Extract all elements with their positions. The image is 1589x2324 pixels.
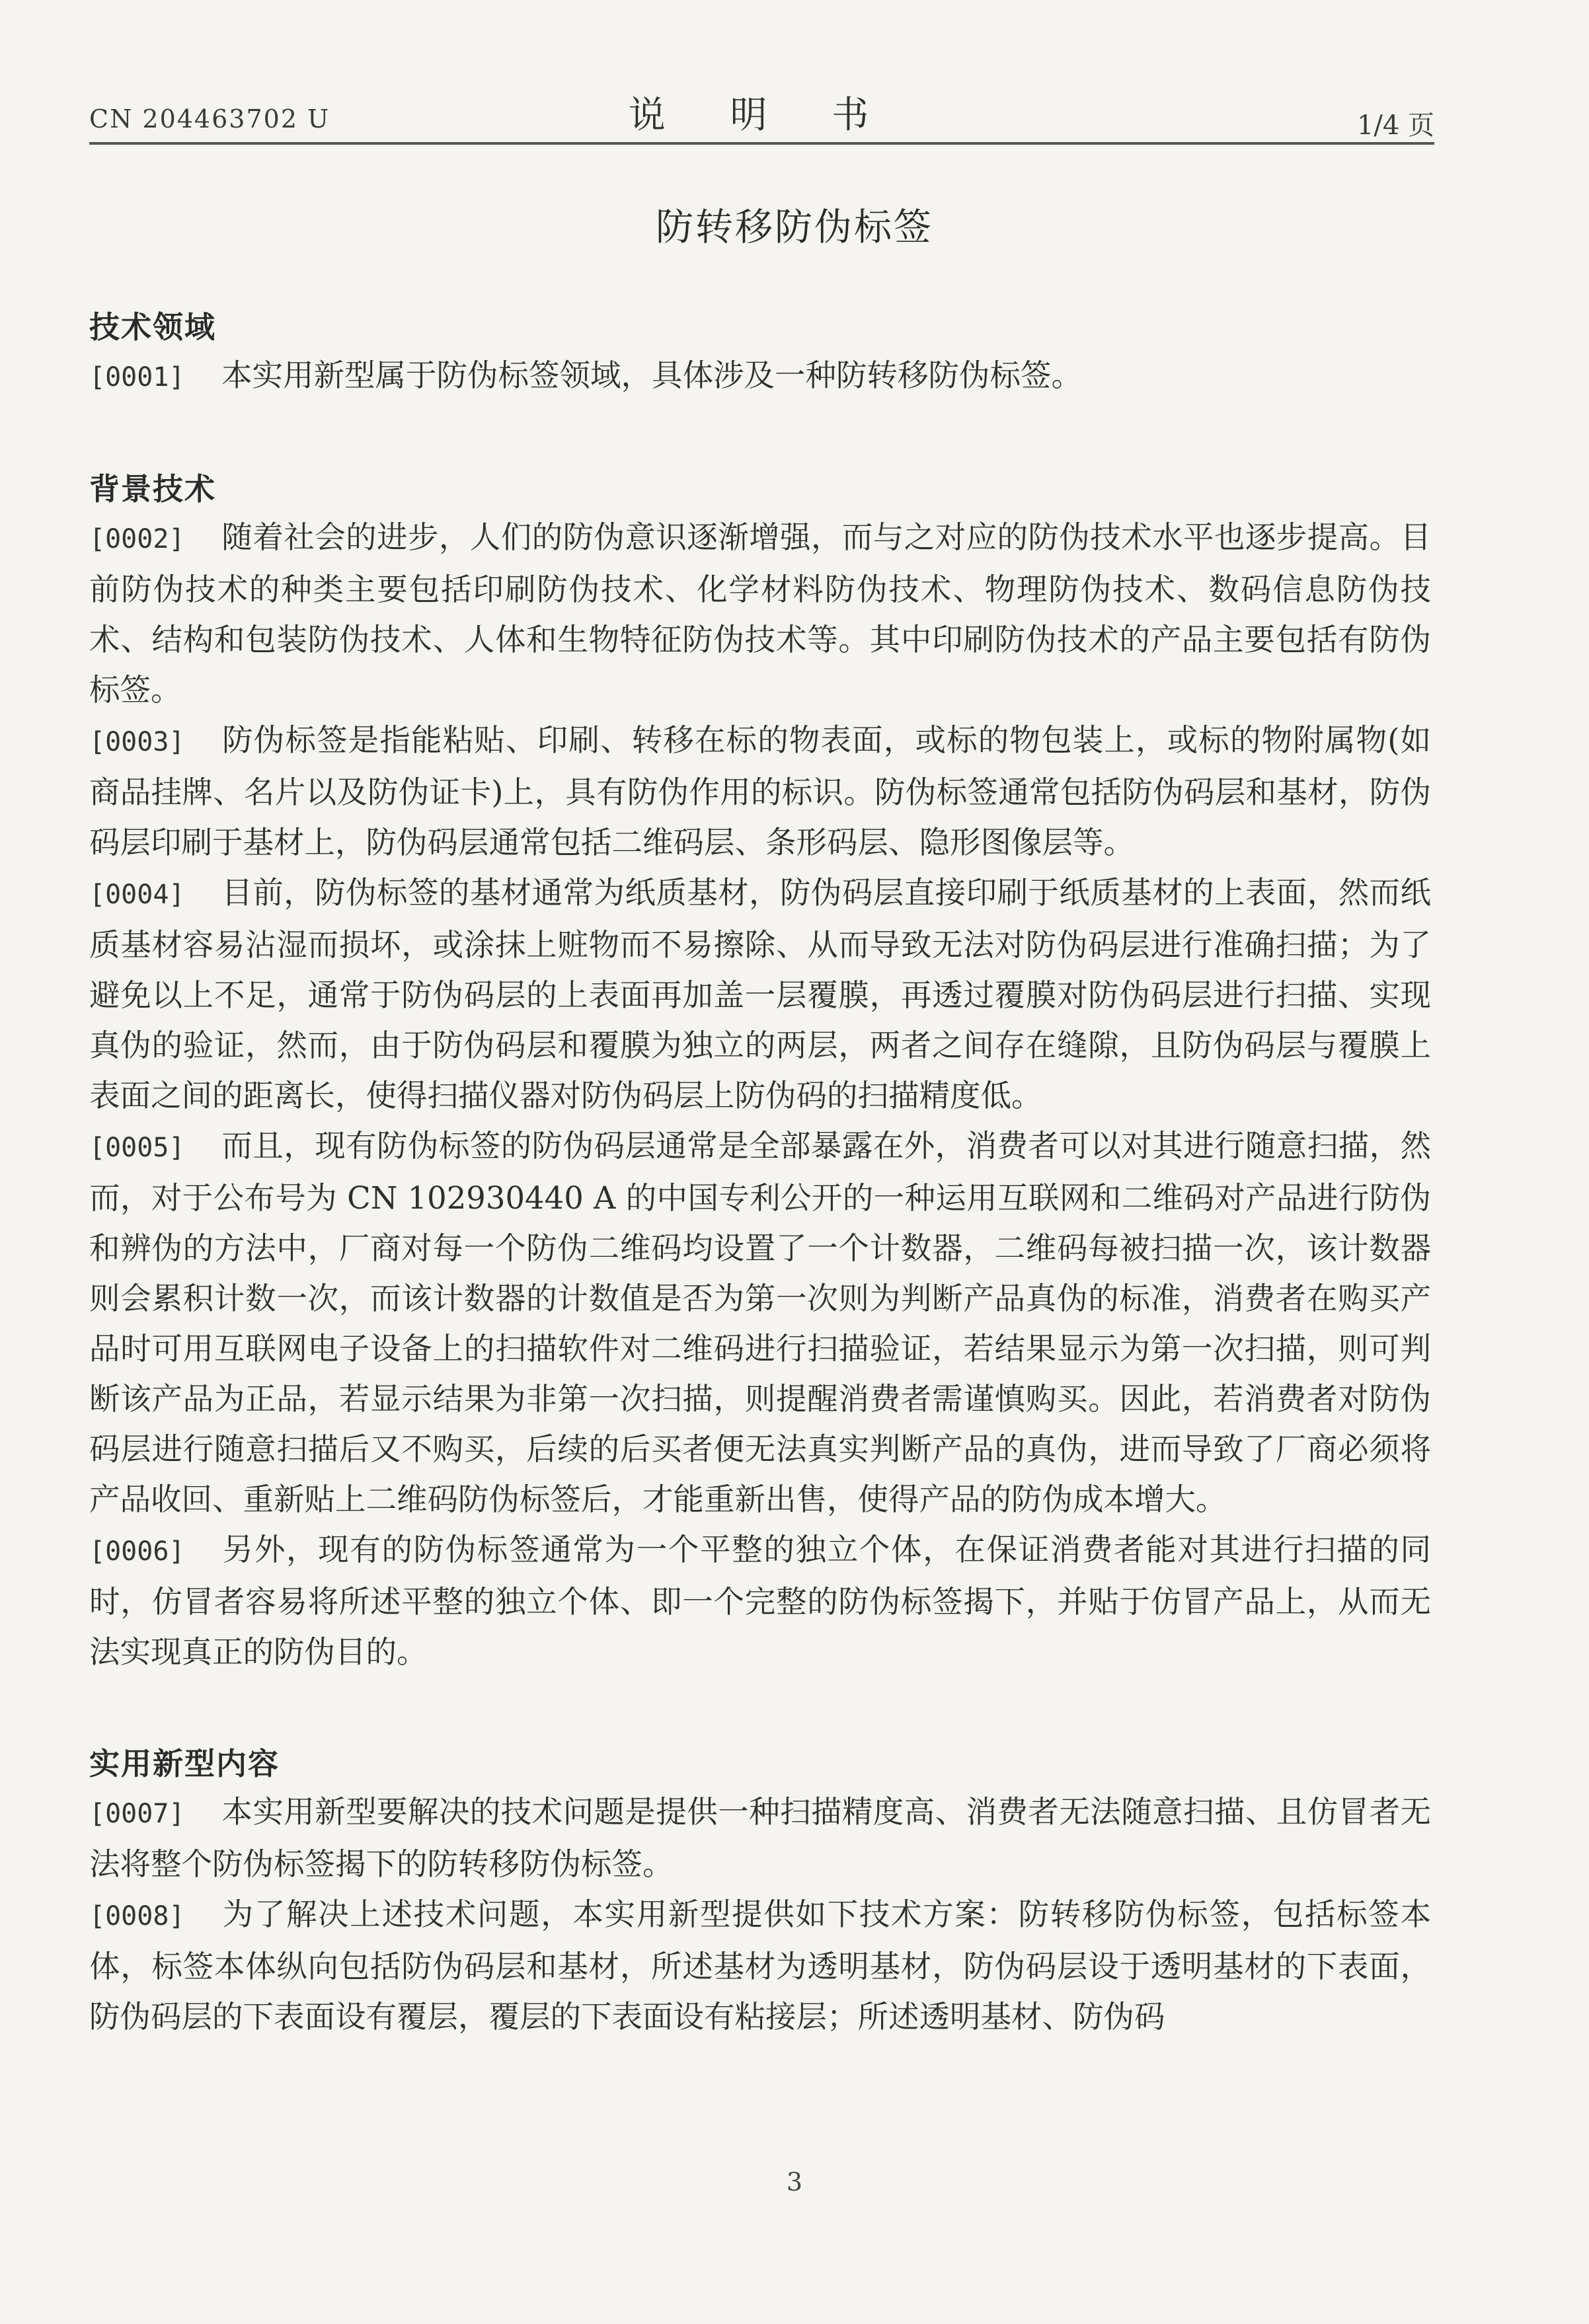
section-spacer	[89, 402, 1431, 466]
paragraph-text: 另外，现有的防伪标签通常为一个平整的独立个体，在保证消费者能对其进行扫描的同时，仿冒者容易将所述平整的独立个体、即一个完整的防伪标签揭下，并贴于仿冒产品上，从而无法实现真正的防伪目的。	[89, 1532, 1431, 1670]
document-body	[89, 304, 1431, 2042]
paragraph-text: 本实用新型要解决的技术问题是提供一种扫描精度高、消费者无法随意扫描、且仿冒者无法将整个防伪标签揭下的防转移防伪标签。	[89, 1794, 1431, 1882]
page-header	[89, 79, 1434, 145]
paragraph	[89, 1121, 1431, 1524]
paragraph	[89, 1524, 1431, 1677]
page-indicator: 1/4 页	[1356, 110, 1434, 141]
paragraph-number: [0005]	[89, 1133, 185, 1163]
paragraph	[89, 350, 1431, 402]
paragraph-number: [0001]	[89, 362, 185, 393]
paragraph-text: 本实用新型属于防伪标签领域，具体涉及一种防转移防伪标签。	[221, 357, 1082, 393]
paragraph-number: [0003]	[89, 727, 185, 757]
patent-number: CN 204463702 U	[89, 104, 330, 133]
paragraph	[89, 715, 1431, 868]
paragraph-number: [0007]	[89, 1799, 185, 1829]
paragraph-number: [0008]	[89, 1901, 185, 1931]
document-title: 防转移防伪标签	[656, 206, 933, 249]
section-heading-field: 技术领域	[89, 309, 216, 345]
document-type-label: 说 明 书	[628, 94, 896, 137]
paragraph-text: 目前，防伪标签的基材通常为纸质基材，防伪码层直接印刷于纸质基材的上表面，然而纸质基材容易沾湿而损坏，或涂抹上赃物而不易擦除、从而导致无法对防伪码层进行准确扫描；为了避免以上不足，通常于防伪码层的上表面再加盖一层覆膜，再透过覆膜对防伪码层进行扫描、实现真伪的验证，然而，由于防伪码层和覆膜为独立的两层，两者之间存在缝隙，且防伪码层与覆膜上表面之间的距离长，使得扫描仪器对防伪码层上防伪码的扫描精度低。	[89, 875, 1431, 1113]
paragraph	[89, 1889, 1431, 2042]
section-spacer	[89, 1677, 1431, 1741]
paragraph-number: [0006]	[89, 1536, 185, 1567]
section-heading-content: 实用新型内容	[89, 1746, 280, 1781]
paragraph	[89, 512, 1431, 715]
paragraph-number: [0002]	[89, 524, 185, 554]
paragraph	[89, 1787, 1431, 1889]
paragraph-number: [0004]	[89, 880, 185, 910]
paragraph-text: 随着社会的进步，人们的防伪意识逐渐增强，而与之对应的防伪技术水平也逐步提高。目前防伪技术的种类主要包括印刷防伪技术、化学材料防伪技术、物理防伪技术、数码信息防伪技术、结构和包装防伪技术、人体和生物特征防伪技术等。其中印刷防伪技术的产品主要包括有防伪标签。	[89, 519, 1431, 708]
section-heading-background: 背景技术	[89, 471, 216, 507]
page-number: 3	[786, 2167, 803, 2196]
paragraph	[89, 868, 1431, 1121]
paragraph-text: 为了解决上述技术问题，本实用新型提供如下技术方案：防转移防伪标签，包括标签本体，标签本体纵向包括防伪码层和基材，所述基材为透明基材，防伪码层设于透明基材的下表面，防伪码层的下表面设有覆层，覆层的下表面设有粘接层；所述透明基材、防伪码	[89, 1896, 1431, 2035]
paragraph-text: 而且，现有防伪标签的防伪码层通常是全部暴露在外，消费者可以对其进行随意扫描，然而，对于公布号为 CN 102930440 A 的中国专利公开的一种运用互联网和二维码对产品进行防伪和辨伪的方法中，厂商对每一个防伪二维码均设置了一个计数器，二维码每被扫描一次，该计数器则会累积计数一次，而该计数器的计数值是否为第一次则为判断产品真伪的标准，消费者在购买产品时可用互联网电子设备上的扫描软件对二维码进行扫描验证，若结果显示为第一次扫描，则可判断该产品为正品，若显示结果为非第一次扫描，则提醒消费者需谨慎购买。因此，若消费者对防伪码层进行随意扫描后又不购买，后续的后买者便无法真实判断产品的真伪，进而导致了厂商必须将产品收回、重新贴上二维码防伪标签后，才能重新出售，使得产品的防伪成本增大。	[89, 1128, 1431, 1517]
paragraph-text: 防伪标签是指能粘贴、印刷、转移在标的物表面，或标的物包装上，或标的物附属物(如商品挂牌、名片以及防伪证卡)上，具有防伪作用的标识。防伪标签通常包括防伪码层和基材，防伪码层印刷于基材上，防伪码层通常包括二维码层、条形码层、隐形图像层等。	[89, 722, 1431, 860]
